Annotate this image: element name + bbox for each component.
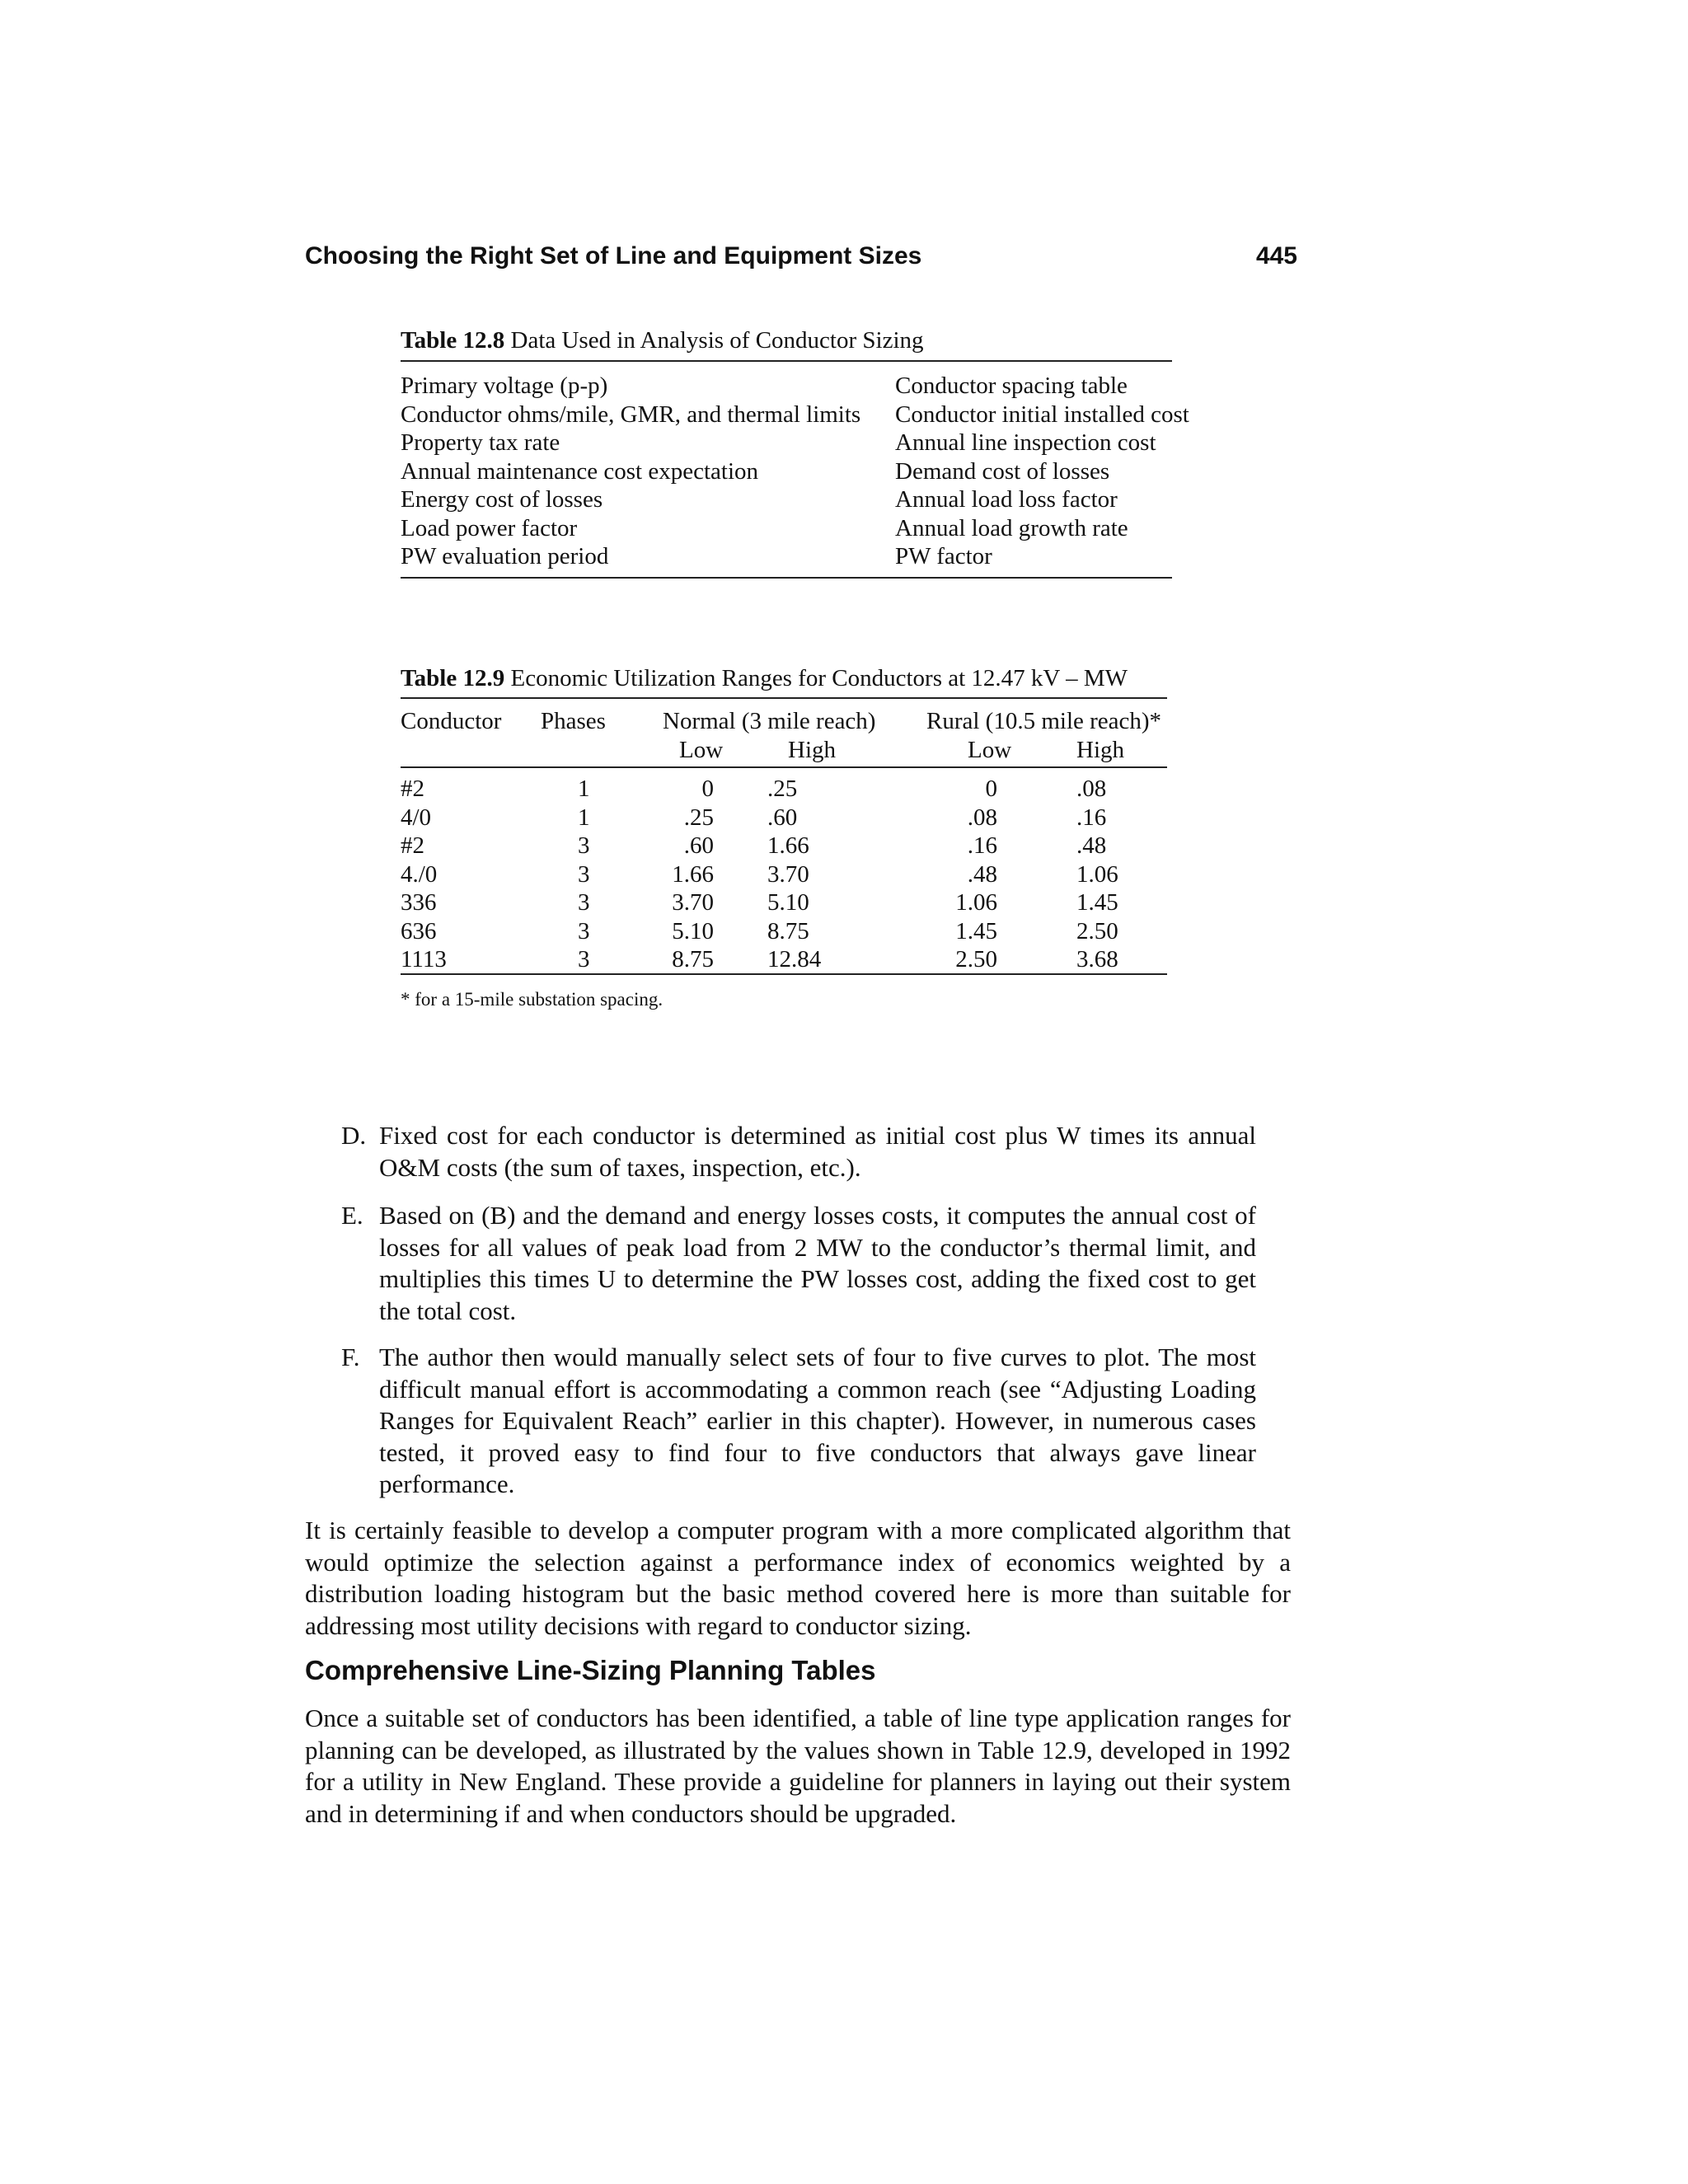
cell-phases: 3 — [578, 832, 590, 859]
cell-normal-high: 1.66 — [767, 832, 809, 859]
column-header-phases: Phases — [541, 708, 606, 734]
cell-phases: 1 — [578, 804, 590, 831]
table-12-8-title: Data Used in Analysis of Conductor Sizing — [510, 327, 924, 354]
cell-rural-high: 3.68 — [1076, 946, 1118, 972]
cell-phases: 1 — [578, 776, 590, 802]
cell-normal-low: 0 — [701, 776, 714, 802]
table-12-9-body — [401, 775, 1167, 974]
cell-normal-low: 5.10 — [672, 917, 714, 944]
cell-rural-high: 1.45 — [1076, 889, 1118, 916]
cell-normal-low: .60 — [683, 832, 714, 859]
cell-normal-low: 8.75 — [672, 946, 714, 972]
column-header-rural-high: High — [1076, 736, 1124, 763]
cell-normal-low: 3.70 — [672, 889, 714, 916]
cell-phases: 3 — [578, 917, 590, 944]
table-12-8-top-rule — [401, 360, 1172, 362]
section-heading: Comprehensive Line-Sizing Planning Tables — [305, 1655, 876, 1685]
cell-rural-low: 2.50 — [955, 946, 997, 972]
table-12-8-label: Table 12.8 — [401, 327, 505, 354]
column-header-normal: Normal (3 mile reach) — [663, 708, 876, 734]
column-header-rural: Rural (10.5 mile reach)* — [926, 708, 1162, 734]
column-header-normal-high: High — [788, 736, 836, 763]
cell-conductor: 636 — [401, 917, 437, 944]
cell-rural-high: .08 — [1076, 776, 1107, 802]
list-item-label: D. — [341, 1121, 367, 1150]
list-item-text: Fixed cost for each conductor is determined as initial cost plus W times its annual O&M costs (the sum of taxes, inspection, etc.). — [379, 1121, 1256, 1182]
cell-normal-high: 8.75 — [767, 917, 809, 944]
cell-rural-low: 0 — [985, 776, 997, 802]
table-12-9-top-rule — [401, 697, 1167, 699]
list-item-e — [341, 1200, 1256, 1329]
cell-normal-high: .60 — [767, 804, 798, 831]
column-header-normal-low: Low — [679, 736, 724, 763]
page-number: 445 — [1255, 242, 1297, 269]
table-cell: Conductor initial installed cost — [895, 401, 1189, 428]
cell-phases: 3 — [578, 946, 590, 972]
column-header-conductor: Conductor — [401, 708, 502, 734]
cell-conductor: 4./0 — [401, 860, 438, 888]
table-12-9-caption — [401, 665, 1128, 692]
table-cell: Primary voltage (p-p) — [401, 373, 608, 399]
list-item-label: E. — [341, 1201, 363, 1230]
cell-rural-high: .48 — [1076, 832, 1107, 859]
cell-rural-low: 1.06 — [955, 889, 997, 916]
table-cell: PW factor — [895, 543, 992, 569]
table-cell: Load power factor — [401, 514, 578, 541]
running-header — [305, 242, 1297, 279]
cell-conductor: 1113 — [401, 946, 447, 972]
table-cell: Conductor ohms/mile, GMR, and thermal limits — [401, 401, 861, 428]
column-header-rural-low: Low — [968, 736, 1012, 763]
cell-rural-low: .48 — [967, 860, 997, 888]
list-item-text: Based on (B) and the demand and energy losses costs, it computes the annual cost of losses for all values of peak load from 2 MW to the conductor’s thermal limit, and multiplies this times U to determine the PW losses cost, adding the fixed cost to get the total cost. — [379, 1201, 1256, 1325]
table-12-9-title: Economic Utilization Ranges for Conductors at 12.47 kV – MW — [510, 665, 1128, 691]
cell-normal-high: 5.10 — [767, 889, 809, 916]
table-12-8 — [401, 372, 1189, 571]
table-cell: Property tax rate — [401, 429, 560, 456]
table-cell: Annual load growth rate — [895, 514, 1128, 541]
cell-normal-high: 12.84 — [767, 946, 822, 972]
table-12-9-header — [401, 707, 1167, 766]
cell-normal-high: 3.70 — [767, 860, 809, 888]
table-cell: PW evaluation period — [401, 543, 609, 569]
table-12-9-footnote: * for a 15-mile substation spacing. — [401, 989, 663, 1010]
cell-conductor: #2 — [401, 776, 424, 802]
body-paragraph-2: Once a suitable set of conductors has been identified, a table of line type application ranges for planning can be developed, as illustrated by the values shown in Table 12.9, developed in 1992 for a utility in New England. These provide a guideline for planners in laying out their system and in determining if and when conductors should be upgraded. — [305, 1704, 1291, 1828]
cell-normal-low: .25 — [683, 804, 714, 831]
table-cell: Annual load loss factor — [895, 486, 1118, 513]
cell-conductor: 336 — [401, 889, 437, 916]
body-paragraph-1: It is certainly feasible to develop a computer program with a more complicated algorithm that would optimize the selection against a performance index of economics weighted by a distribution loading histogram but the basic method covered here is more than suitable for addressing most utility decisions with regard to conductor sizing. — [305, 1516, 1291, 1640]
cell-rural-low: .08 — [967, 804, 997, 831]
cell-normal-low: 1.66 — [672, 860, 714, 888]
cell-phases: 3 — [578, 889, 590, 916]
cell-conductor: #2 — [401, 832, 424, 859]
cell-rural-low: 1.45 — [955, 917, 997, 944]
table-cell: Energy cost of losses — [401, 486, 603, 513]
running-header-title: Choosing the Right Set of Line and Equipment Sizes — [305, 242, 922, 269]
list-item-text: The author then would manually select sets of four to five curves to plot. The most difficult manual effort is accommodating a common reach (see “Adjusting Loading Ranges for Equivalent Reach” earlier in this chapter). However, in numerous cases tested, it proved easy to find four to five conductors that always gave linear performance. — [379, 1343, 1256, 1499]
cell-rural-high: 1.06 — [1076, 860, 1118, 888]
cell-rural-high: .16 — [1076, 804, 1107, 831]
table-12-8-bottom-rule — [401, 577, 1172, 579]
table-12-9-bottom-rule — [401, 973, 1167, 975]
table-12-9-label: Table 12.9 — [401, 665, 505, 691]
table-cell: Conductor spacing table — [895, 373, 1128, 399]
cell-normal-high: .25 — [767, 776, 798, 802]
list-item-f — [341, 1342, 1256, 1503]
table-cell: Annual line inspection cost — [895, 429, 1156, 456]
cell-rural-high: 2.50 — [1076, 917, 1118, 944]
table-12-8-caption — [401, 327, 924, 354]
cell-rural-low: .16 — [967, 832, 997, 859]
table-12-9-header-rule — [401, 766, 1167, 768]
cell-conductor: 4/0 — [401, 804, 432, 831]
cell-phases: 3 — [578, 860, 590, 888]
table-cell: Demand cost of losses — [895, 457, 1110, 485]
table-cell: Annual maintenance cost expectation — [401, 457, 759, 485]
list-item-label: F. — [341, 1343, 360, 1371]
list-item-d — [341, 1120, 1256, 1184]
